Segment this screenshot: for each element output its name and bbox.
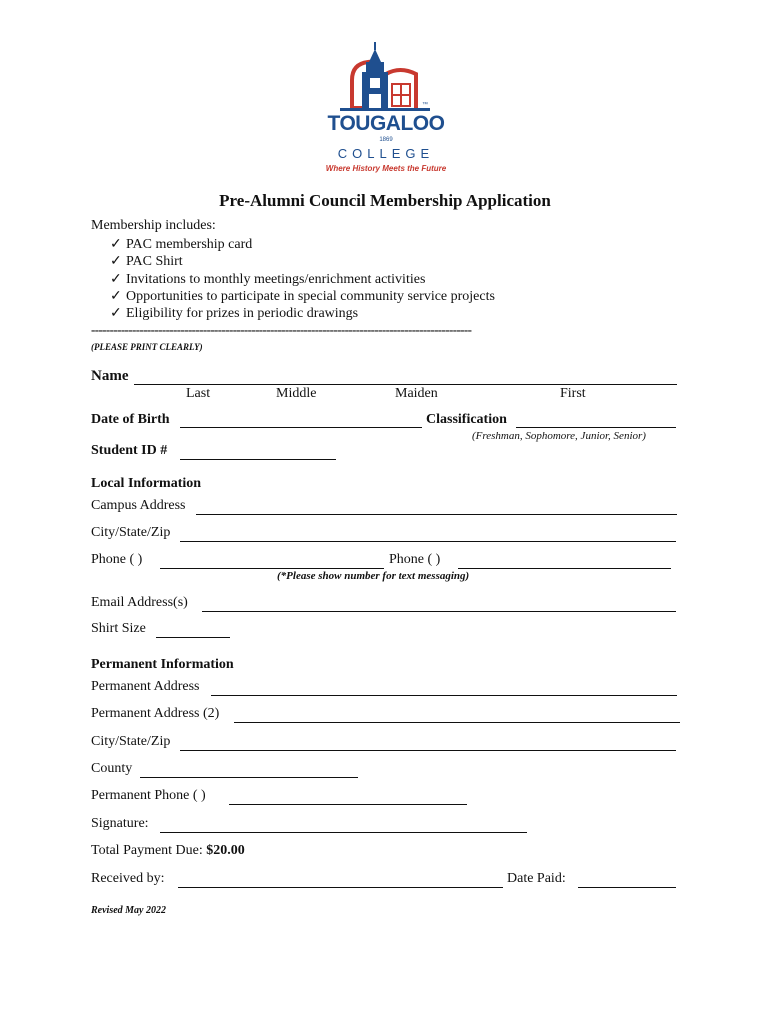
list-item: ✓ Eligibility for prizes in periodic drawings bbox=[110, 306, 359, 322]
logo-college: COLLEGE bbox=[337, 146, 435, 161]
print-note: (PLEASE PRINT CLEARLY) bbox=[91, 342, 203, 352]
revised-note: Revised May 2022 bbox=[91, 905, 166, 916]
local-city-label: City/State/Zip bbox=[91, 525, 171, 540]
college-logo bbox=[300, 40, 470, 180]
dob-label: Date of Birth bbox=[91, 412, 170, 427]
check-icon: ✓ bbox=[110, 288, 122, 304]
check-icon: ✓ bbox=[110, 237, 122, 252]
phone2-field[interactable] bbox=[458, 568, 671, 569]
perm-address-label: Permanent Address bbox=[91, 679, 200, 694]
shirt-size-field[interactable] bbox=[156, 637, 230, 638]
name-part-last: Last bbox=[186, 386, 211, 401]
permanent-heading: Permanent Information bbox=[91, 657, 234, 672]
payment-row bbox=[91, 843, 245, 859]
name-label: Name bbox=[91, 368, 129, 384]
perm-address-field[interactable] bbox=[211, 695, 677, 696]
perm-address2-label: Permanent Address (2) bbox=[91, 706, 220, 721]
dashed-divider: ------------------------------------------------------------------------------------------------------ bbox=[91, 322, 472, 337]
list-item: ✓ Opportunities to participate in special community service projects bbox=[110, 288, 495, 304]
list-item: ✓ Invitations to monthly meetings/enrichment activities bbox=[110, 271, 426, 287]
page-title: Pre-Alumni Council Membership Application bbox=[219, 191, 551, 210]
name-part-first: First bbox=[560, 386, 586, 401]
payment-label: Total Payment Due: bbox=[91, 843, 203, 858]
membership-intro: Membership includes: bbox=[91, 218, 216, 233]
logo-tm: ™ bbox=[422, 102, 428, 108]
campus-address-label: Campus Address bbox=[91, 498, 186, 513]
name-field[interactable] bbox=[134, 384, 677, 385]
tower-emblem-icon bbox=[300, 40, 470, 120]
phone-note: (*Please show number for text messaging) bbox=[277, 570, 470, 582]
perm-city-field[interactable] bbox=[180, 750, 676, 751]
date-paid-field[interactable] bbox=[578, 887, 676, 888]
email-field[interactable] bbox=[202, 611, 676, 612]
student-id-field[interactable] bbox=[180, 459, 336, 460]
logo-tagline: Where History Meets the Future bbox=[325, 164, 447, 173]
shirt-size-label: Shirt Size bbox=[91, 621, 146, 636]
perm-phone-field[interactable] bbox=[229, 804, 467, 805]
phone2-label: Phone ( ) bbox=[389, 552, 441, 567]
local-city-field[interactable] bbox=[180, 541, 676, 542]
received-by-field[interactable] bbox=[178, 887, 503, 888]
benefits-list bbox=[110, 236, 495, 322]
check-icon: ✓ bbox=[110, 306, 122, 322]
perm-city-label: City/State/Zip bbox=[91, 734, 171, 749]
phone1-label: Phone ( ) bbox=[91, 552, 143, 567]
date-paid-label: Date Paid: bbox=[507, 871, 566, 886]
signature-label: Signature: bbox=[91, 816, 149, 831]
received-by-label: Received by: bbox=[91, 871, 165, 886]
name-part-maiden: Maiden bbox=[395, 386, 438, 401]
dob-field[interactable] bbox=[180, 427, 422, 428]
student-id-label: Student ID # bbox=[91, 443, 168, 458]
check-icon: ✓ bbox=[110, 254, 122, 270]
perm-phone-label: Permanent Phone ( ) bbox=[91, 788, 206, 803]
list-item: ✓ PAC membership card bbox=[110, 237, 253, 252]
phone1-field[interactable] bbox=[160, 568, 384, 569]
check-icon: ✓ bbox=[110, 271, 122, 287]
classification-field[interactable] bbox=[516, 427, 676, 428]
name-part-middle: Middle bbox=[276, 386, 317, 401]
campus-address-field[interactable] bbox=[196, 514, 677, 515]
classification-label: Classification bbox=[426, 412, 507, 427]
email-label: Email Address(s) bbox=[91, 595, 188, 610]
logo-year: 1869 bbox=[379, 137, 393, 143]
county-field[interactable] bbox=[140, 777, 358, 778]
list-item: ✓ PAC Shirt bbox=[110, 254, 183, 270]
local-heading: Local Information bbox=[91, 476, 202, 491]
signature-field[interactable] bbox=[160, 832, 527, 833]
county-label: County bbox=[91, 761, 133, 776]
logo-name: TOUGALOO bbox=[327, 112, 445, 135]
classification-options: (Freshman, Sophomore, Junior, Senior) bbox=[472, 430, 646, 442]
payment-amount: $20.00 bbox=[206, 843, 245, 858]
perm-address2-field[interactable] bbox=[234, 722, 680, 723]
